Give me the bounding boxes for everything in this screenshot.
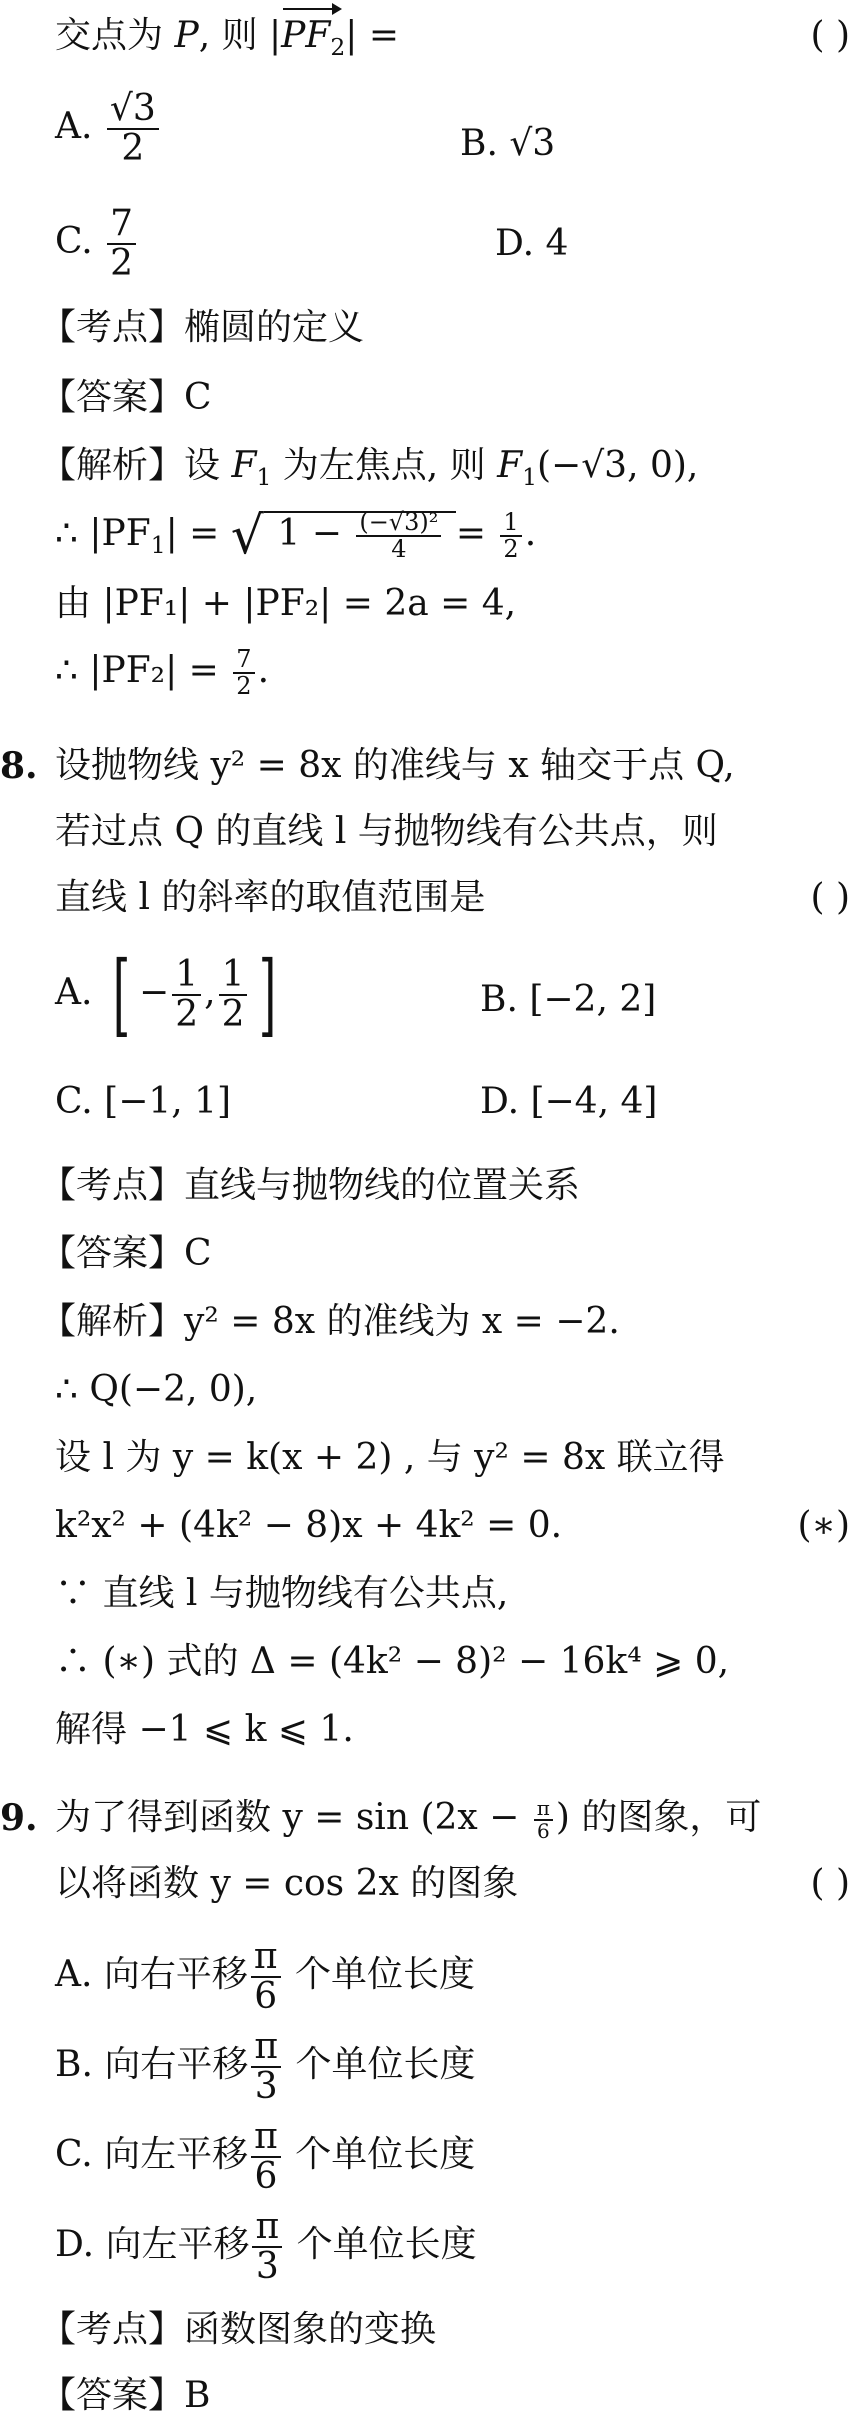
q9-line2: 以将函数 y = cos 2x 的图象 — [55, 1863, 519, 1904]
fraction — [233, 644, 254, 700]
fraction-denominator: 2 — [221, 994, 245, 1035]
q8-line1: 设抛物线 y² = 8x 的准线与 x 轴交于点 Q, — [55, 745, 735, 786]
right-bracket: ] — [259, 942, 277, 1047]
fraction-numerator: √3 — [107, 90, 159, 130]
fraction-numerator: 1 — [172, 956, 201, 996]
q9-number: 9. — [0, 1797, 38, 1839]
q9-line1 — [55, 1792, 761, 1844]
fraction-denominator: 2 — [236, 672, 252, 700]
q8-jiexi-6: ∴ (∗) 式的 Δ = (4k² − 8)² − 16k⁴ ⩾ 0, — [55, 1641, 730, 1682]
q9-kaodian: 【考点】函数图象的变换 — [40, 2309, 437, 2350]
q8-jiexi-5: ∵ 直线 l 与抛物线有公共点, — [55, 1573, 509, 1614]
option-label: B. — [460, 123, 498, 164]
option-text: C. 向左平移 — [55, 2133, 249, 2175]
fraction-denominator: 2 — [110, 242, 134, 284]
minus-sign: − — [139, 972, 170, 1013]
fraction-denominator: 6 — [254, 2155, 278, 2197]
option-value: √3 — [509, 123, 556, 164]
q8-option-c: C. [−1, 1] — [55, 1081, 232, 1122]
option-suffix: 个单位长度 — [295, 2043, 476, 2085]
fraction-numerator: π — [251, 2118, 281, 2158]
option-label: A. — [55, 972, 93, 1013]
q8-answer: 【答案】C — [40, 1233, 212, 1274]
prev-jiexi-2: ∴ $|PF_1|$ = √ 1 − $\frac{\text{(−√3)²}}{4}$ = $\frac{1}{2}$ . — [55, 506, 537, 566]
q8-line2: 若过点 Q 的直线 l 与抛物线有公共点，则 — [55, 811, 718, 852]
q8-option-b: B. [−2, 2] — [480, 979, 657, 1020]
prev-option-a — [55, 90, 162, 168]
fraction — [251, 2028, 281, 2106]
q9-option-d — [55, 2208, 477, 2286]
fraction-numerator: π — [252, 2208, 282, 2248]
fraction-denominator: 4 — [391, 535, 407, 563]
q8-paren: ( ) — [810, 877, 850, 918]
prev-stem-rest: , 则 — [198, 15, 258, 56]
q9-line1-text: 为了得到函数 y = sin (2x − — [55, 1797, 531, 1838]
sqrt-expression — [264, 507, 456, 563]
option-text: D. 向左平移 — [55, 2223, 250, 2265]
prev-stem-point: P — [174, 15, 199, 56]
option-label: A. — [55, 105, 93, 147]
prev-jiexi-4: ∴ |PF₂| = $\frac{7}{2}$ . — [55, 644, 270, 700]
option-suffix: 个单位长度 — [296, 2223, 477, 2265]
vector-pf2: $PF_2$ — [281, 10, 345, 73]
fraction-numerator: 1 — [500, 510, 521, 537]
fraction-denominator: 2 — [121, 127, 145, 169]
jiexi-text: ∴ |PF₂| = — [55, 650, 231, 691]
fraction-denominator: 3 — [254, 2065, 278, 2107]
fraction-numerator: π — [251, 2028, 281, 2068]
fraction — [107, 205, 136, 283]
fraction-denominator: 6 — [254, 1975, 278, 2017]
option-suffix: 个单位长度 — [295, 2133, 476, 2175]
left-bracket: [ — [112, 942, 131, 1047]
option-label: C. — [55, 220, 93, 262]
q8-jiexi-7: 解得 −1 ⩽ k ⩽ 1. — [55, 1709, 354, 1750]
fraction-numerator: π — [251, 1938, 281, 1978]
option-label: D. — [495, 223, 535, 264]
option-suffix: 个单位长度 — [295, 1953, 476, 1995]
q8-jiexi-4-tag: (∗) — [797, 1505, 850, 1546]
fraction — [172, 956, 201, 1034]
prev-stem: 交点为 P, 则 $|PF_2|$ = — [55, 10, 399, 73]
jiexi-text: 为左焦点, 则 — [282, 445, 486, 486]
prev-kaodian: 【考点】椭圆的定义 — [40, 307, 365, 348]
q8-jiexi-4: k²x² + (4k² − 8)x + 4k² = 0. — [55, 1505, 563, 1546]
prev-paren: ( ) — [810, 15, 850, 56]
fraction-numerator: (−√3)² — [356, 510, 441, 537]
prev-jiexi-1: 【解析】设 $F_1$ 为左焦点, 则 $F_1(-√3$, 0), — [40, 445, 699, 492]
fraction-denominator: 6 — [536, 1819, 550, 1843]
fraction — [500, 507, 521, 563]
q8-option-a: A. [ − $\frac{1}{2}$ , $\frac{1}{2}$ ] — [55, 942, 277, 1047]
q9-option-c — [55, 2118, 475, 2196]
fraction-denominator: 2 — [503, 535, 519, 563]
q8-option-d: D. [−4, 4] — [480, 1081, 658, 1122]
jiexi-text: ∴ |PF — [55, 513, 151, 554]
prev-jiexi-3: 由 |PF₁| + |PF₂| = 2a = 4, — [55, 583, 517, 624]
fraction-numerator: 7 — [107, 205, 136, 245]
q8-jiexi-3: 设 l 为 y = k(x + 2) , 与 y² = 8x 联立得 — [55, 1437, 725, 1478]
prev-answer: 【答案】C — [40, 377, 212, 418]
jiexi-label: 【解析】设 — [40, 445, 221, 486]
fraction-denominator: 2 — [175, 994, 199, 1035]
fraction-numerator: π — [534, 1798, 553, 1821]
q8-line3: 直线 l 的斜率的取值范围是 — [55, 877, 486, 918]
q8-jiexi-1: 【解析】y² = 8x 的准线为 x = −2. — [40, 1301, 620, 1342]
equals: = — [455, 513, 498, 554]
option-text: B. 向右平移 — [55, 2043, 249, 2085]
q9-option-a — [55, 1938, 475, 2016]
option-value: 4 — [545, 223, 569, 264]
q8-number: 8. — [0, 745, 38, 787]
fraction — [251, 1938, 281, 2016]
q8-jiexi-2: ∴ Q(−2, 0), — [55, 1369, 258, 1410]
prev-option-d — [495, 218, 568, 270]
option-text: A. 向右平移 — [55, 1953, 248, 1995]
fraction — [252, 2208, 282, 2286]
fraction — [534, 1798, 553, 1842]
prev-stem-text: 交点为 — [55, 15, 164, 56]
q9-paren: ( ) — [810, 1863, 850, 1904]
q8-kaodian: 【考点】直线与抛物线的位置关系 — [40, 1165, 581, 1206]
fraction — [251, 2118, 281, 2196]
fraction — [356, 507, 441, 563]
jiexi-text: | = — [165, 513, 231, 554]
fraction — [219, 956, 248, 1034]
fraction — [107, 90, 159, 168]
prev-option-c — [55, 205, 139, 283]
q9-line1-text: ) 的图象，可 — [555, 1797, 762, 1838]
prev-option-b — [460, 118, 555, 170]
jiexi-coords: (−√3, 0), — [537, 445, 699, 486]
fraction-numerator: 1 — [219, 956, 248, 996]
fraction-denominator: 3 — [255, 2245, 279, 2287]
fraction-numerator: 7 — [233, 647, 254, 674]
q9-answer: 【答案】B — [40, 2375, 211, 2416]
sqrt-text: 1 − — [277, 513, 354, 554]
q9-option-b — [55, 2028, 475, 2106]
